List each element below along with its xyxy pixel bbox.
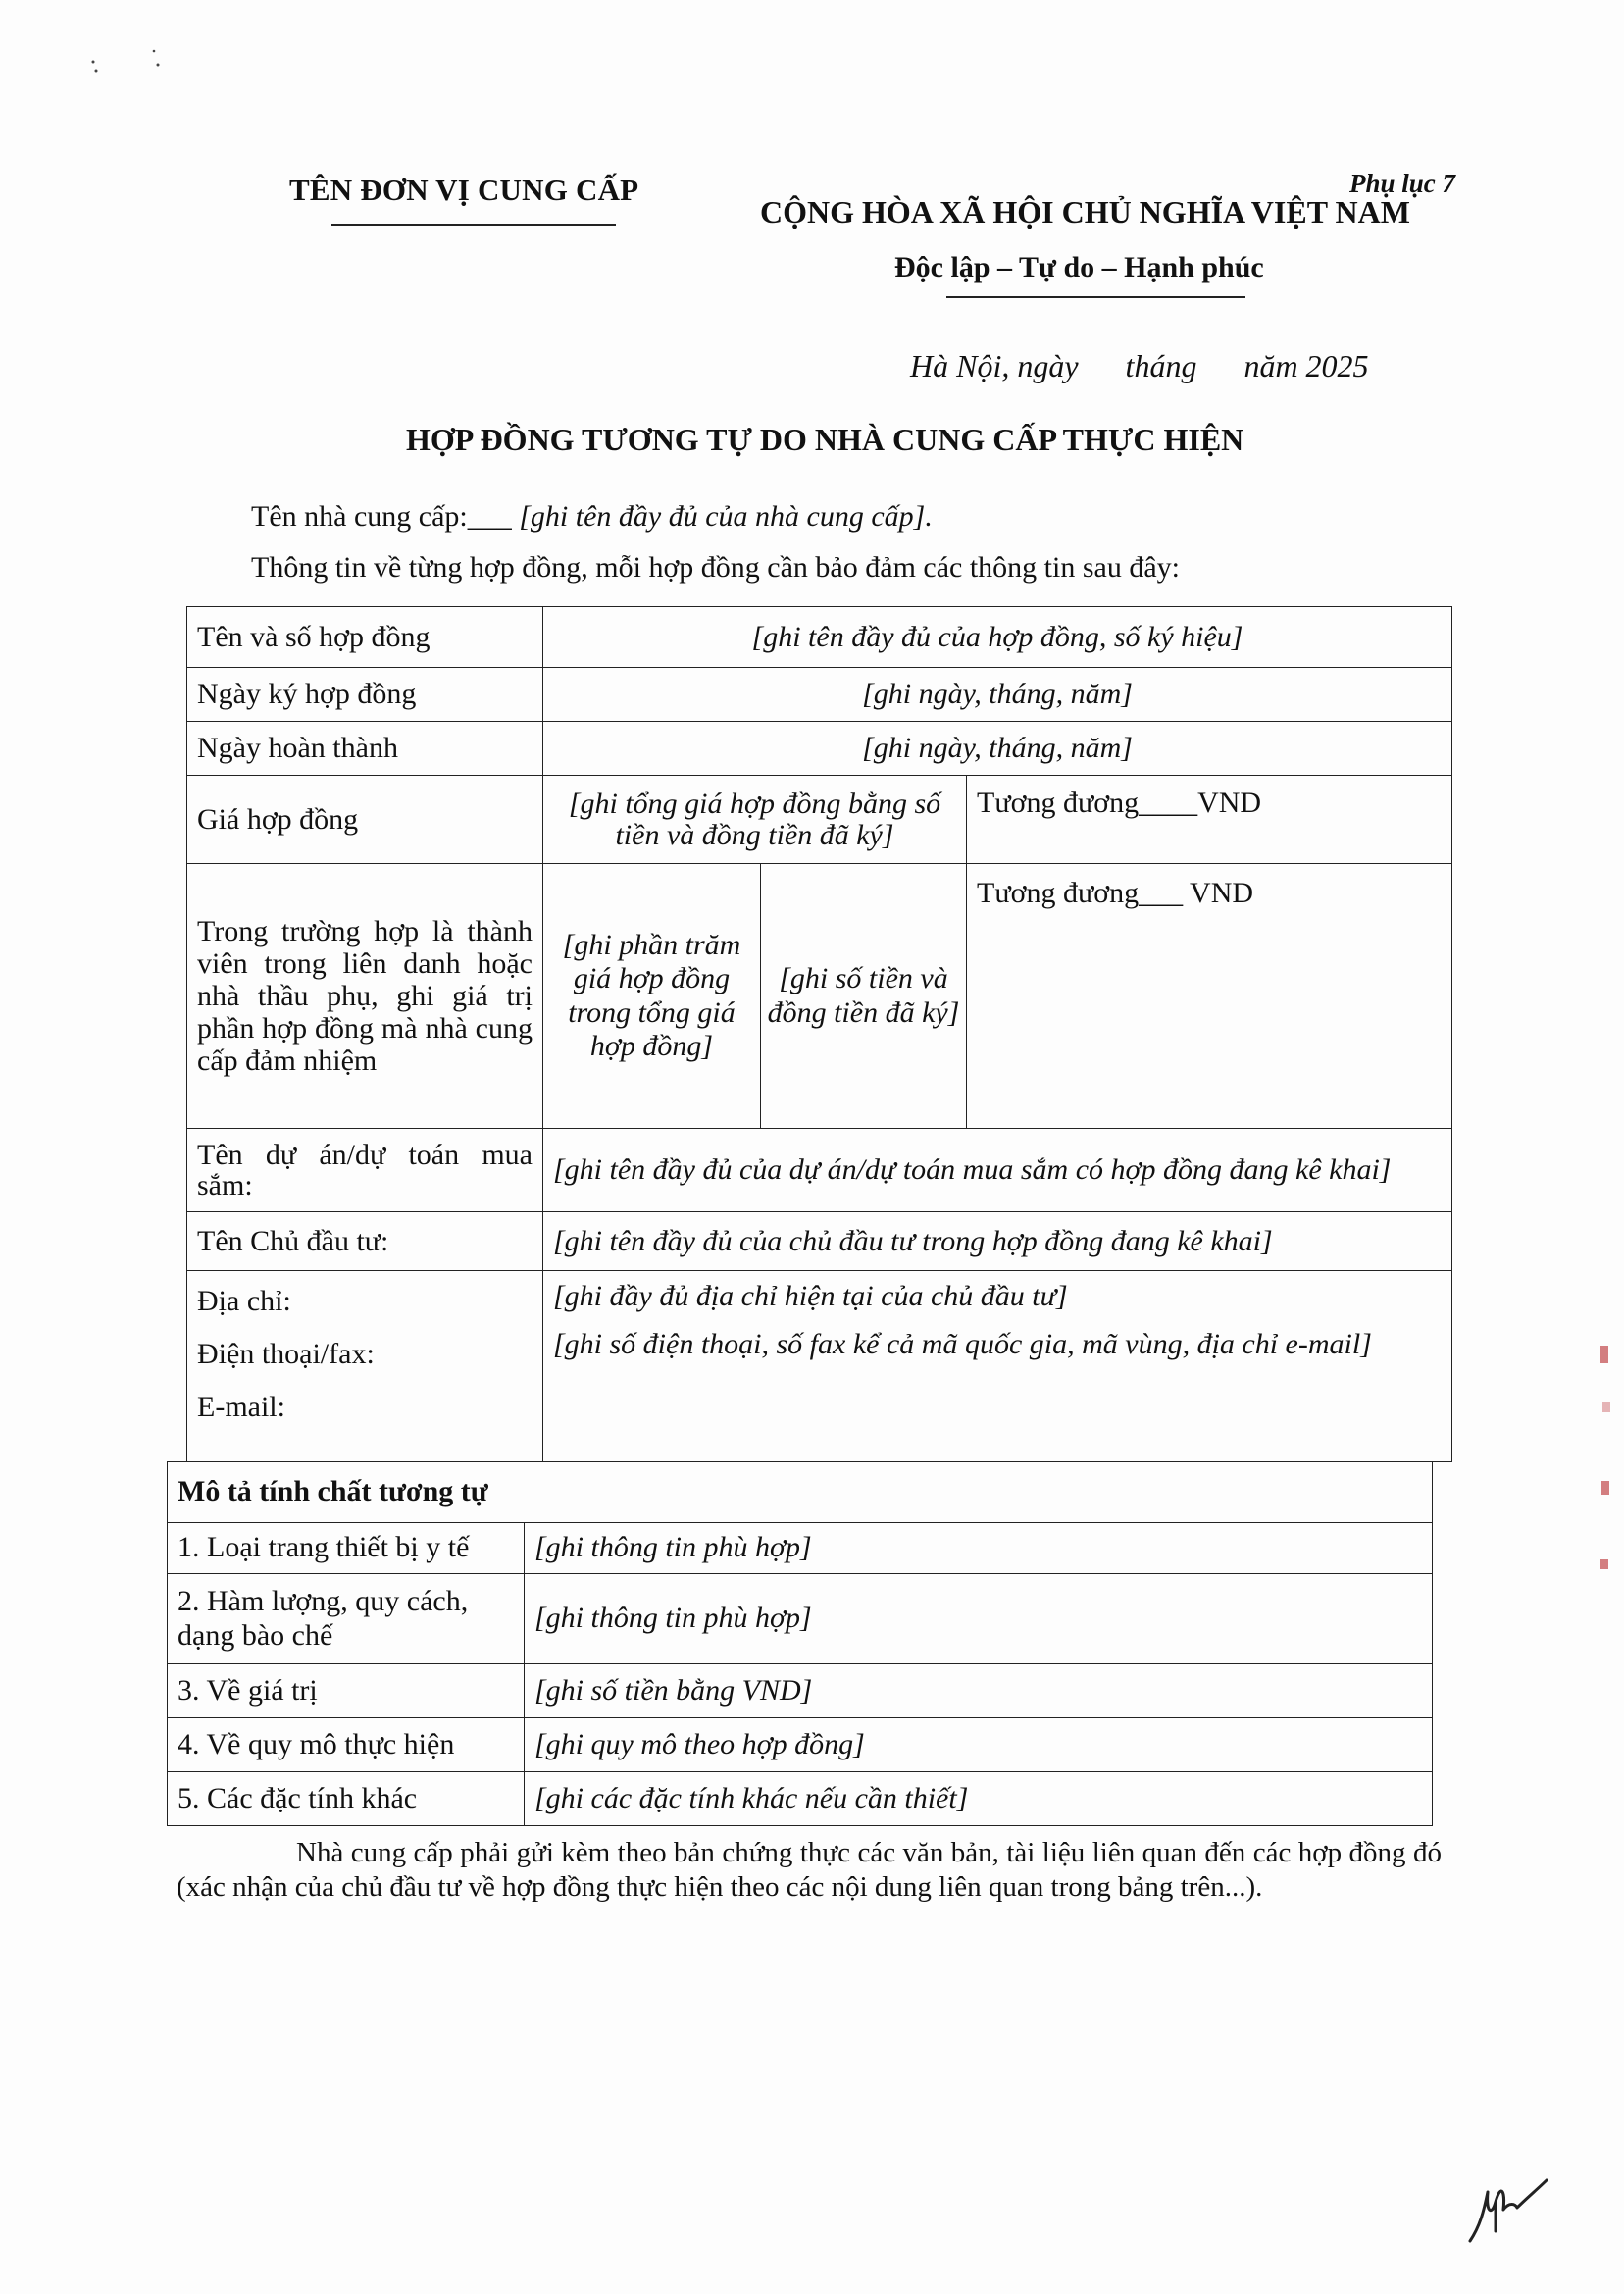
- table-row: [187, 864, 1452, 1129]
- completion-date-hint: [ghi ngày, tháng, năm]: [543, 722, 1452, 776]
- project-name-hint: [ghi tên đầy đủ của dự án/dự toán mua sắm có hợp đồng đang kê khai]: [543, 1129, 1452, 1212]
- table-row: [187, 1129, 1452, 1212]
- attachment-note: Nhà cung cấp phải gửi kèm theo bản chứng thực các văn bản, tài liệu liên quan đến các hợp đồng đó (xác nhận của chủ đầu tư về hợp đồng thực hiện theo các nội dung liên quan trong bảng trên...).: [177, 1837, 1442, 1904]
- unit-name-underline: [331, 224, 616, 226]
- table-row: [168, 1664, 1433, 1718]
- table-row: [168, 1718, 1433, 1772]
- description-hint: [ghi số tiền bằng VND]: [525, 1664, 1433, 1718]
- supplier-name-label: Tên nhà cung cấp:___: [251, 500, 520, 533]
- contact-labels: [187, 1271, 543, 1462]
- project-name-label: Tên dự án/dự toán mua sắm:: [187, 1129, 543, 1212]
- appendix-label: Phụ lục 7: [1349, 169, 1456, 198]
- stamp-edge-mark: [1602, 1402, 1610, 1412]
- contract-name-label: Tên và số hợp đồng: [187, 607, 543, 668]
- description-label: 3. Về giá trị: [168, 1664, 525, 1718]
- joint-amount-hint: [ghi số tiền và đồng tiền đã ký]: [761, 864, 967, 1129]
- table-row: [168, 1772, 1433, 1826]
- contract-info-table: [186, 606, 1452, 1462]
- contract-price-hint: [ghi tổng giá hợp đồng bằng số tiền và đồng tiền đã ký]: [543, 776, 967, 864]
- table-row: [187, 607, 1452, 668]
- description-label: 4. Về quy mô thực hiện: [168, 1718, 525, 1772]
- table-row: [187, 776, 1452, 864]
- table-row: [187, 1212, 1452, 1271]
- national-motto: Độc lập – Tự do – Hạnh phúc: [894, 251, 1264, 283]
- scan-specks-icon: [83, 47, 201, 86]
- supplier-name-hint: [ghi tên đầy đủ của nhà cung cấp].: [519, 500, 933, 533]
- supplier-unit-name: TÊN ĐƠN VỊ CUNG CẤP: [289, 173, 639, 207]
- table-row: [187, 1271, 1452, 1462]
- motto-underline: [946, 296, 1245, 298]
- description-hint: [ghi quy mô theo hợp đồng]: [525, 1718, 1433, 1772]
- joint-percent-hint: [ghi phần trăm giá hợp đồng trong tổng giá hợp đồng]: [543, 864, 761, 1129]
- description-hint: [ghi các đặc tính khác nếu cần thiết]: [525, 1772, 1433, 1826]
- investor-name-hint: [ghi tên đầy đủ của chủ đầu tư trong hợp đồng đang kê khai]: [543, 1212, 1452, 1271]
- stamp-edge-mark: [1601, 1481, 1609, 1495]
- stamp-edge-mark: [1600, 1346, 1608, 1363]
- country-name: CỘNG HÒA XÃ HỘI CHỦ NGHĨA VIỆT NAM: [760, 194, 1410, 229]
- contract-price-equivalent: Tương đương____VND: [967, 776, 1452, 864]
- similarity-description-table: [167, 1461, 1433, 1826]
- table-row: [187, 722, 1452, 776]
- phone-fax-label: Điện thoại/fax:: [197, 1338, 375, 1370]
- description-hint: [ghi thông tin phù hợp]: [525, 1574, 1433, 1664]
- joint-equivalent: Tương đương___ VND: [967, 864, 1452, 1129]
- phone-fax-hint: [ghi số điện thoại, số fax kể cả mã quốc gia, mã vùng, địa chỉ e-mail]: [553, 1328, 1372, 1360]
- signature-icon: [1466, 2172, 1554, 2251]
- contract-name-hint: [ghi tên đầy đủ của hợp đồng, số ký hiệu]: [543, 607, 1452, 668]
- description-label: 2. Hàm lượng, quy cách, dạng bào chế: [168, 1574, 525, 1664]
- description-hint: [ghi thông tin phù hợp]: [525, 1523, 1433, 1574]
- contact-hints: [543, 1271, 1452, 1462]
- completion-date-label: Ngày hoàn thành: [187, 722, 543, 776]
- description-heading: Mô tả tính chất tương tự: [168, 1462, 1433, 1523]
- description-label: 5. Các đặc tính khác: [168, 1772, 525, 1826]
- table-row: [187, 668, 1452, 722]
- table-row: [168, 1574, 1433, 1664]
- supplier-name-line: [251, 500, 933, 534]
- contract-price-label: Giá hợp đồng: [187, 776, 543, 864]
- address-hint: [ghi đầy đủ địa chỉ hiện tại của chủ đầu tư]: [553, 1280, 1068, 1312]
- email-label: E-mail:: [197, 1391, 285, 1423]
- table-row: [168, 1462, 1433, 1523]
- document-title: HỢP ĐỒNG TƯƠNG TỰ DO NHÀ CUNG CẤP THỰC HIỆN: [406, 422, 1244, 457]
- info-intro-line: Thông tin về từng hợp đồng, mỗi hợp đồng cần bảo đảm các thông tin sau đây:: [251, 551, 1180, 584]
- table-row: [168, 1523, 1433, 1574]
- stamp-edge-mark: [1600, 1559, 1608, 1569]
- sign-date-label: Ngày ký hợp đồng: [187, 668, 543, 722]
- address-label: Địa chỉ:: [197, 1285, 291, 1317]
- investor-name-label: Tên Chủ đầu tư:: [187, 1212, 543, 1271]
- description-label: 1. Loại trang thiết bị y tế: [168, 1523, 525, 1574]
- joint-venture-label: Trong trường hợp là thành viên trong liên danh hoặc nhà thầu phụ, ghi giá trị phần hợp đồng mà nhà cung cấp đảm nhiệm: [187, 864, 543, 1129]
- sign-date-hint: [ghi ngày, tháng, năm]: [543, 668, 1452, 722]
- date-line: Hà Nội, ngày tháng năm 2025: [910, 348, 1369, 383]
